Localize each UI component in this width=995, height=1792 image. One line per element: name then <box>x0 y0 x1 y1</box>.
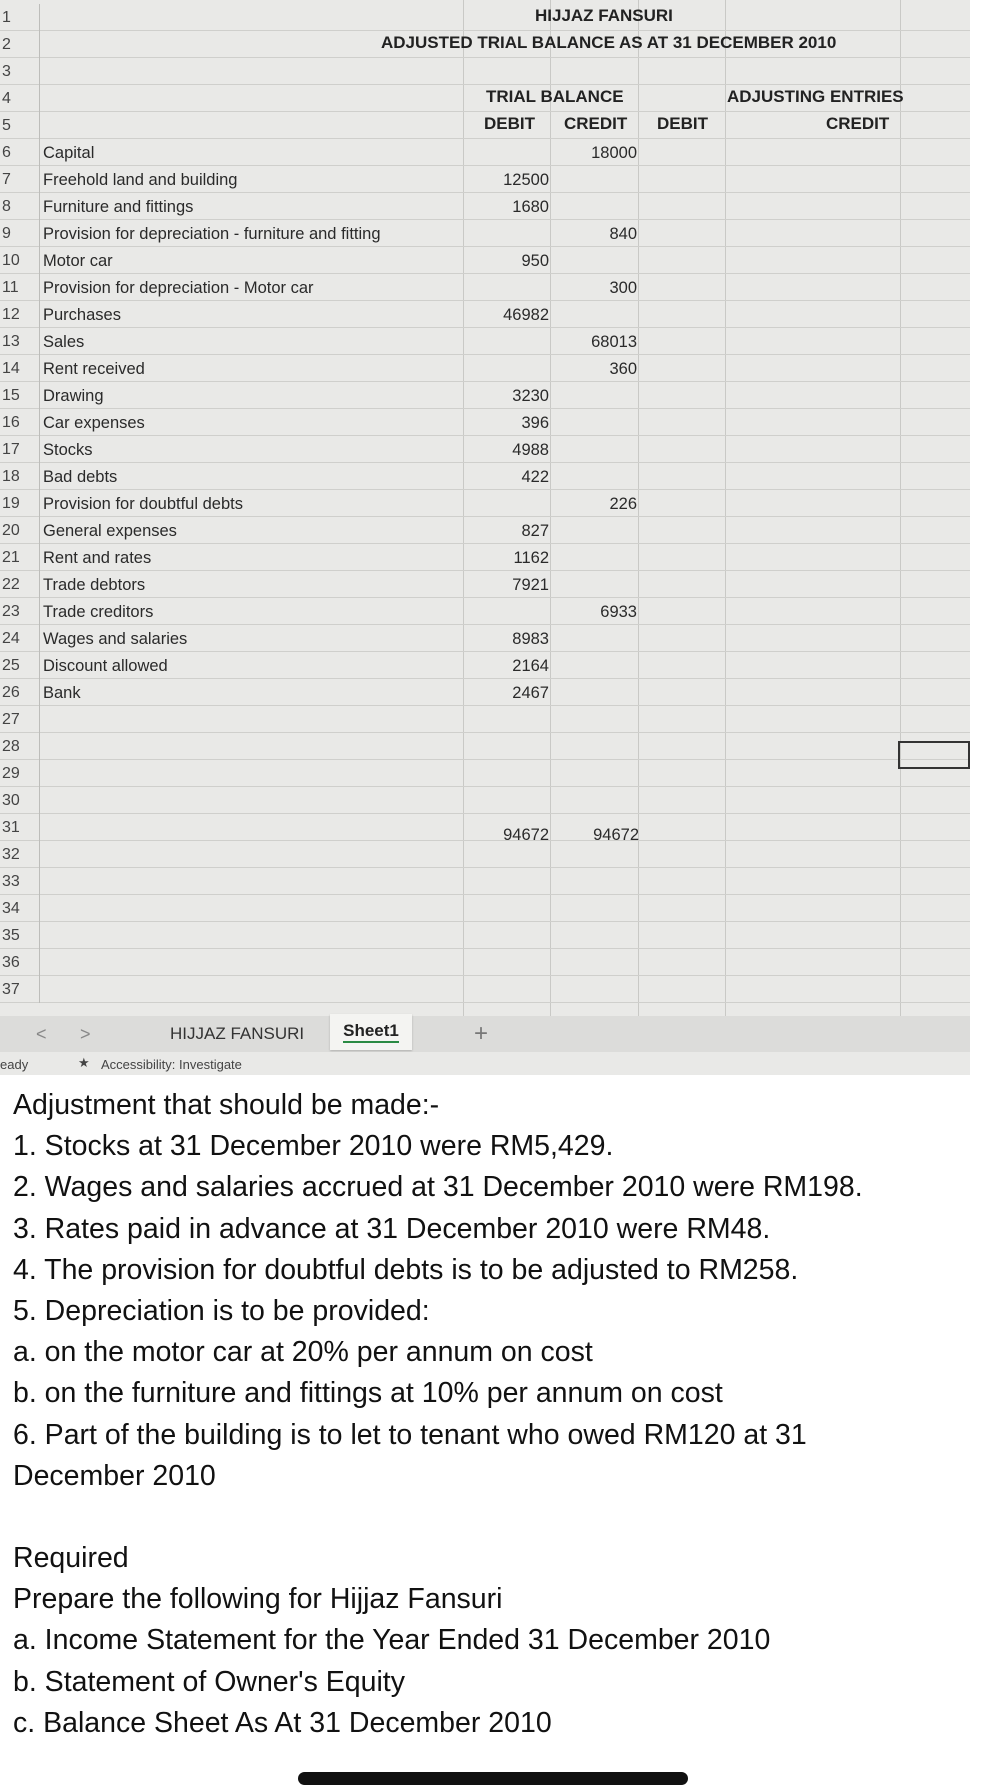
credit-cell[interactable]: 6933 <box>600 603 637 621</box>
question-line: 4. The provision for doubtful debts is to be adjusted to RM258. <box>13 1253 799 1286</box>
row-number[interactable]: 10 <box>0 247 40 274</box>
account-label-cell[interactable]: Trade creditors <box>43 603 154 621</box>
debit-cell[interactable]: 396 <box>521 414 549 432</box>
debit-cell[interactable] <box>464 328 549 355</box>
debit-cell[interactable]: 46982 <box>503 306 549 324</box>
debit-cell[interactable] <box>464 220 549 247</box>
sheet-row[interactable] <box>0 976 970 1003</box>
row-number[interactable]: 14 <box>0 355 40 382</box>
total-debit-cell[interactable]: 94672 <box>503 826 549 844</box>
debit-cell[interactable] <box>464 355 549 382</box>
sheet-row[interactable] <box>0 733 970 760</box>
question-line: b. on the furniture and fittings at 10% per annum on cost <box>13 1377 723 1410</box>
row-number[interactable]: 7 <box>0 166 40 193</box>
tb-credit-header[interactable]: CREDIT <box>564 114 628 133</box>
adj-credit-header[interactable]: CREDIT <box>826 114 890 133</box>
row-number[interactable]: 34 <box>0 895 40 922</box>
credit-cell[interactable] <box>554 436 637 463</box>
row-number[interactable]: 8 <box>0 193 40 220</box>
row-number[interactable]: 32 <box>0 841 40 868</box>
credit-cell[interactable]: 226 <box>609 495 637 513</box>
account-label-cell[interactable]: Provision for depreciation - Motor car <box>43 279 314 297</box>
credit-cell[interactable] <box>554 463 637 490</box>
debit-cell[interactable]: 1680 <box>512 198 549 216</box>
account-label-cell[interactable]: Car expenses <box>43 414 145 432</box>
trial-balance-header[interactable]: TRIAL BALANCE <box>486 87 624 106</box>
row-number[interactable]: 35 <box>0 922 40 949</box>
sheet-row[interactable] <box>0 922 970 949</box>
row-number[interactable]: 19 <box>0 490 40 517</box>
credit-cell[interactable] <box>554 571 637 598</box>
debit-cell[interactable]: 2467 <box>512 684 549 702</box>
ready-status: eady <box>0 1057 29 1072</box>
question-line: 3. Rates paid in advance at 31 December 2010 were RM48. <box>13 1212 771 1245</box>
account-label-cell[interactable]: Provision for depreciation - furniture and fitting <box>43 225 381 243</box>
required-line: Required <box>13 1542 129 1575</box>
home-indicator[interactable] <box>298 1772 688 1785</box>
account-label-cell[interactable]: Drawing <box>43 387 104 405</box>
account-label-cell[interactable]: Freehold land and building <box>43 171 238 189</box>
account-label-cell[interactable]: Capital <box>43 144 95 162</box>
account-label-cell[interactable]: Purchases <box>43 306 121 324</box>
row-number[interactable]: 33 <box>0 868 40 895</box>
credit-cell[interactable] <box>554 544 637 571</box>
credit-cell[interactable] <box>554 652 637 679</box>
debit-cell[interactable] <box>464 274 549 301</box>
debit-cell[interactable]: 2164 <box>512 657 549 675</box>
credit-cell[interactable]: 18000 <box>591 144 637 162</box>
adjusting-entries-header[interactable]: ADJUSTING ENTRIES <box>727 87 904 106</box>
sheet1-label: Sheet1 <box>343 1021 399 1043</box>
question-line: 5. Depreciation is to be provided: <box>13 1295 430 1328</box>
row-number[interactable]: 21 <box>0 544 40 571</box>
sheet-row[interactable] <box>0 706 970 733</box>
account-label-cell[interactable]: Furniture and fittings <box>43 198 194 216</box>
row-number[interactable]: 6 <box>0 139 40 166</box>
question-line: 1. Stocks at 31 December 2010 were RM5,429. <box>13 1130 614 1163</box>
row-number[interactable]: 31 <box>0 814 40 841</box>
row-number[interactable]: 27 <box>0 706 40 733</box>
row-number[interactable]: 15 <box>0 382 40 409</box>
required-line: c. Balance Sheet As At 31 December 2010 <box>13 1706 552 1739</box>
sheet-row[interactable] <box>0 58 970 85</box>
credit-cell[interactable] <box>554 517 637 544</box>
row-number[interactable]: 9 <box>0 220 40 247</box>
tab-next-arrow[interactable]: > <box>80 1024 91 1044</box>
sheet-row[interactable] <box>0 895 970 922</box>
row-number[interactable]: 17 <box>0 436 40 463</box>
debit-cell[interactable]: 827 <box>521 522 549 540</box>
credit-cell[interactable]: 68013 <box>591 333 637 351</box>
credit-cell[interactable] <box>554 625 637 652</box>
debit-cell[interactable] <box>464 490 549 517</box>
account-label-cell[interactable]: Trade debtors <box>43 576 146 594</box>
credit-cell[interactable] <box>554 193 637 220</box>
account-label-cell[interactable]: Provision for doubtful debts <box>43 495 243 513</box>
row-number[interactable]: 26 <box>0 679 40 706</box>
company-name-cell[interactable]: HIJJAZ FANSURI <box>535 6 673 25</box>
question-line: December 2010 <box>13 1459 216 1492</box>
blank-line <box>13 1497 988 1538</box>
debit-cell[interactable]: 7921 <box>512 576 549 594</box>
account-label-cell[interactable]: Motor car <box>43 252 113 270</box>
accessibility-status[interactable]: Accessibility: Investigate <box>101 1057 242 1072</box>
credit-cell[interactable]: 300 <box>609 279 637 297</box>
row-number[interactable]: 28 <box>0 733 40 760</box>
account-label-cell[interactable]: Rent and rates <box>43 549 152 567</box>
row-number[interactable]: 24 <box>0 625 40 652</box>
add-sheet-button[interactable]: + <box>474 1020 489 1047</box>
question-text <box>13 1085 988 1744</box>
account-label-cell[interactable]: Sales <box>43 333 85 351</box>
debit-cell[interactable]: 8983 <box>512 630 549 648</box>
sheet-row[interactable] <box>0 949 970 976</box>
account-label-cell[interactable]: General expenses <box>43 522 177 540</box>
account-label-cell[interactable]: Bad debts <box>43 468 118 486</box>
row-number[interactable]: 36 <box>0 949 40 976</box>
credit-cell[interactable] <box>554 166 637 193</box>
row-number[interactable]: 4 <box>0 85 40 112</box>
row-number[interactable]: 2 <box>0 31 40 58</box>
sheet-tab-hijjaz-fansuri[interactable]: HIJJAZ FANSURI <box>170 1024 305 1043</box>
credit-cell[interactable] <box>554 247 637 274</box>
sheet-row[interactable] <box>0 868 970 895</box>
account-label-cell[interactable]: Rent received <box>43 360 145 378</box>
row-number[interactable]: 16 <box>0 409 40 436</box>
row-number[interactable]: 23 <box>0 598 40 625</box>
credit-cell[interactable] <box>554 382 637 409</box>
question-line: a. on the motor car at 20% per annum on cost <box>13 1336 593 1369</box>
row-number[interactable]: 20 <box>0 517 40 544</box>
tab-prev-arrow[interactable]: < <box>36 1024 47 1044</box>
row-number[interactable]: 30 <box>0 787 40 814</box>
debit-cell[interactable]: 12500 <box>503 171 549 189</box>
question-line: 2. Wages and salaries accrued at 31 December 2010 were RM198. <box>13 1171 863 1204</box>
debit-cell[interactable] <box>464 139 549 166</box>
credit-cell[interactable]: 360 <box>609 360 637 378</box>
sheet-row[interactable] <box>0 760 970 787</box>
row-number[interactable]: 12 <box>0 301 40 328</box>
row-number[interactable]: 18 <box>0 463 40 490</box>
adj-debit-header[interactable]: DEBIT <box>657 114 708 133</box>
row-number[interactable]: 3 <box>0 58 40 85</box>
sheet-tab-sheet1[interactable] <box>330 1014 412 1050</box>
row-number[interactable]: 37 <box>0 976 40 1003</box>
status-bar <box>0 1052 970 1075</box>
sheet-title-cell[interactable]: ADJUSTED TRIAL BALANCE AS AT 31 DECEMBER 2010 <box>381 33 837 52</box>
account-label-cell[interactable]: Wages and salaries <box>43 630 188 648</box>
row-number[interactable]: 5 <box>0 112 40 139</box>
debit-cell[interactable]: 422 <box>521 468 549 486</box>
sheet-tab-bar <box>0 1016 970 1052</box>
tb-debit-header[interactable]: DEBIT <box>484 114 535 133</box>
required-line: Prepare the following for Hijjaz Fansuri <box>13 1583 503 1616</box>
row-number[interactable]: 22 <box>0 571 40 598</box>
credit-cell[interactable] <box>554 301 637 328</box>
row-number[interactable]: 25 <box>0 652 40 679</box>
sheet-row[interactable] <box>0 787 970 814</box>
row-number[interactable]: 29 <box>0 760 40 787</box>
debit-cell[interactable]: 3230 <box>512 387 549 405</box>
sheet-row[interactable] <box>0 4 970 31</box>
selected-cell[interactable] <box>898 741 970 769</box>
debit-cell[interactable]: 1162 <box>513 549 549 567</box>
account-label-cell[interactable]: Discount allowed <box>43 657 168 675</box>
account-label-cell[interactable]: Stocks <box>43 441 93 459</box>
row-number[interactable]: 11 <box>0 274 40 301</box>
account-label-cell[interactable]: Bank <box>43 684 81 702</box>
required-line: b. Statement of Owner's Equity <box>13 1665 405 1698</box>
credit-cell[interactable] <box>554 409 637 436</box>
row-number[interactable]: 13 <box>0 328 40 355</box>
total-credit-cell[interactable]: 94672 <box>593 826 639 844</box>
question-line: 6. Part of the building is to let to tenant who owed RM120 at 31 <box>13 1418 807 1451</box>
credit-cell[interactable]: 840 <box>609 225 637 243</box>
row-number[interactable]: 1 <box>0 4 40 31</box>
debit-cell[interactable]: 950 <box>521 252 549 270</box>
required-line: a. Income Statement for the Year Ended 31 December 2010 <box>13 1624 771 1657</box>
debit-cell[interactable]: 4988 <box>512 441 549 459</box>
question-line: Adjustment that should be made:- <box>13 1089 440 1121</box>
accessibility-icon: ★ <box>78 1055 90 1070</box>
credit-cell[interactable] <box>554 679 637 706</box>
debit-cell[interactable] <box>464 598 549 625</box>
